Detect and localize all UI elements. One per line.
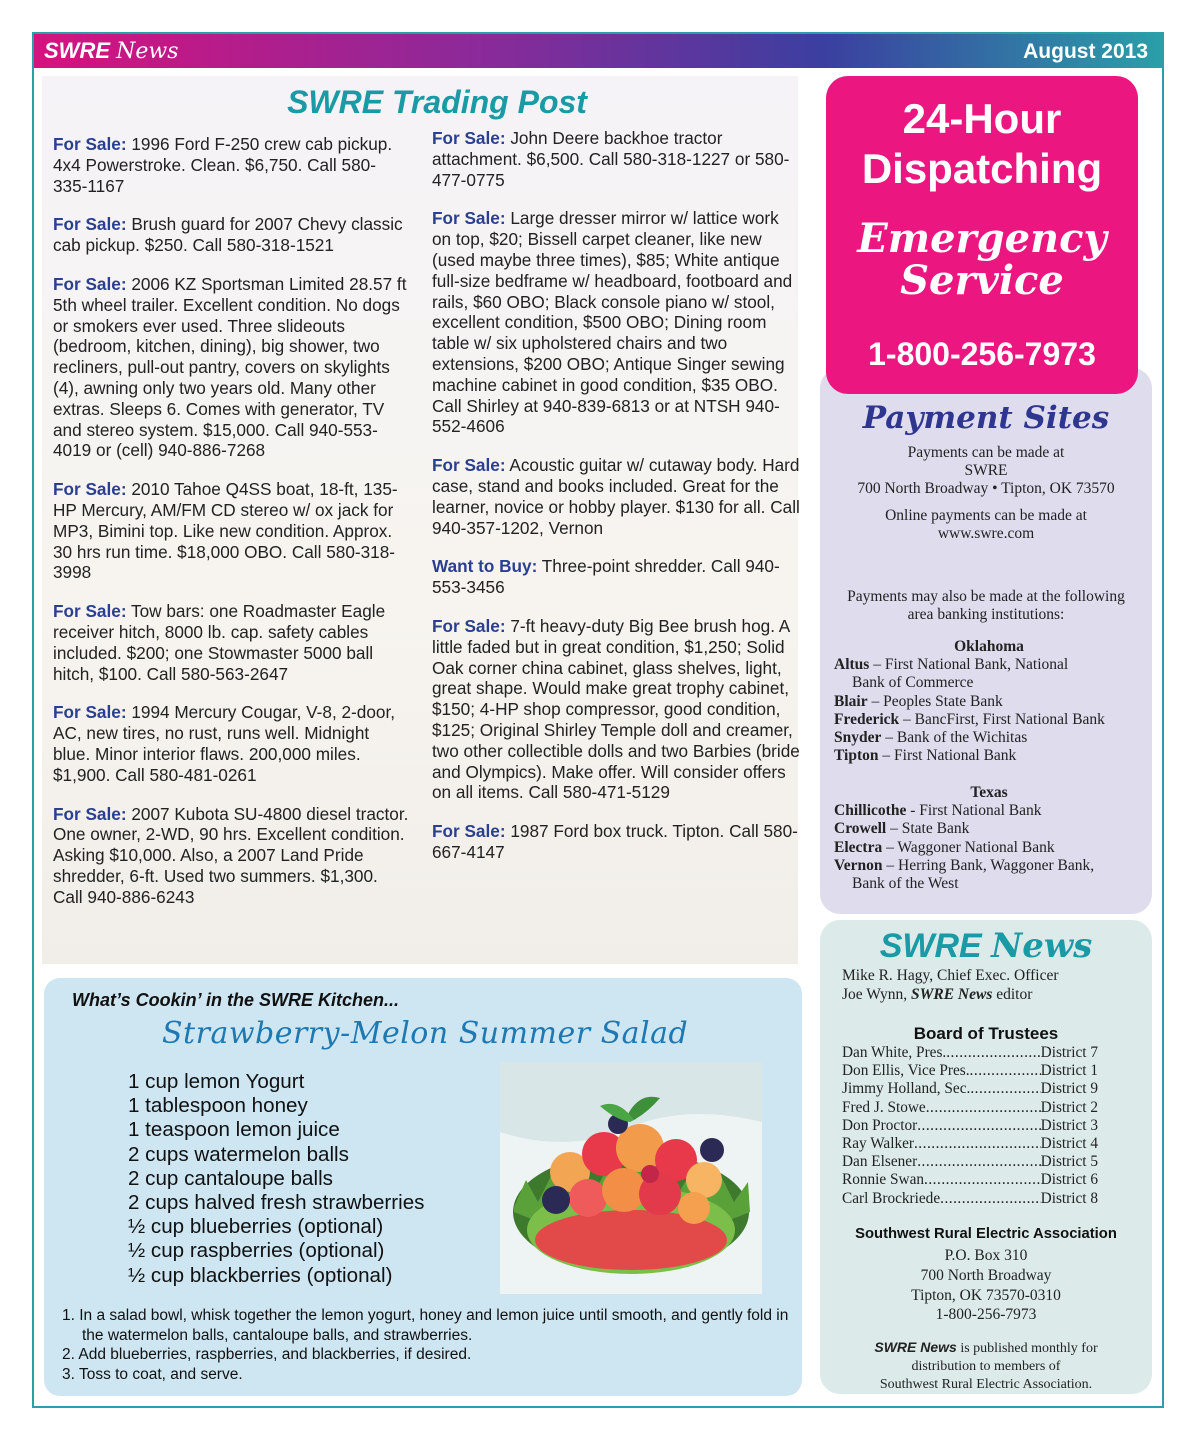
bank-town: Altus [834, 656, 870, 674]
trustee-row [842, 1080, 1098, 1098]
ad-label: For Sale: [53, 273, 127, 294]
ad-label: For Sale: [432, 455, 506, 476]
recipe-kicker: What’s Cookin’ in the SWRE Kitchen... [72, 990, 400, 1010]
leader-dots [924, 1171, 1041, 1189]
bank-intro [820, 588, 1152, 624]
classified-ad [53, 274, 409, 461]
bank-entry [834, 711, 1144, 729]
recipe-step: 1. In a salad bowl, whisk together the lemon yogurt, honey and lemon juice until smooth, and gently fold in the watermelon balls, cantaloupe balls, and strawberries. [62, 1307, 789, 1344]
recipe-step: 2. Add blueberries, raspberries, and blackberries, if desired. [62, 1346, 472, 1363]
trustee-district: District 5 [1040, 1153, 1098, 1171]
ingredient-item: 2 cups halved fresh strawberries [128, 1191, 425, 1215]
classified-ad [432, 616, 802, 803]
page-header [34, 34, 1162, 68]
bank-town: Tipton [834, 747, 879, 765]
trustee-name: Ray Walker [842, 1135, 914, 1153]
ingredient-item: 2 cup cantaloupe balls [128, 1166, 333, 1190]
online-payment-info [820, 507, 1152, 543]
ingredient-list [128, 1070, 424, 1288]
ad-label: For Sale: [432, 128, 506, 148]
header-brand-news: News [116, 39, 179, 64]
ad-text: 1987 Ford box truck. Tipton. Call 580-667-4147 [432, 821, 798, 862]
trustee-district: District 3 [1040, 1116, 1098, 1134]
payment-sites-title: Payment Sites [862, 400, 1110, 436]
trading-post-left-column [53, 134, 409, 926]
ingredient-item: ½ cup blueberries (optional) [128, 1215, 384, 1239]
ad-label: For Sale: [432, 821, 506, 842]
payment-address: 700 North Broadway • Tipton, OK 73570 [857, 480, 1115, 497]
trustee-district: District 7 [1040, 1044, 1098, 1061]
editor-name: Joe Wynn, [842, 986, 911, 1003]
ad-label: For Sale: [53, 601, 127, 622]
trading-post-section [42, 76, 798, 964]
trustee-district: District 6 [1040, 1171, 1098, 1189]
trustee-row [842, 1099, 1098, 1117]
bank-entry [834, 820, 1144, 838]
editor-publication: SWRE News [910, 986, 993, 1003]
ingredient-item: 1 teaspoon lemon juice [128, 1118, 340, 1142]
address-line: 700 North Broadway [920, 1266, 1052, 1284]
trustee-name: Don Proctor [842, 1116, 918, 1134]
ad-label: For Sale: [432, 208, 506, 229]
bank-names: – BancFirst, First National Bank [899, 710, 1105, 728]
bank-names: – Waggoner National Bank [882, 838, 1055, 856]
bank-names: – Herring Bank, Waggoner Bank, [882, 856, 1095, 874]
ad-text: Three-point shredder. Call 940-553-3456 [432, 556, 780, 598]
bank-town: Crowell [834, 820, 887, 838]
bank-town: Snyder [834, 729, 882, 747]
association-address [820, 1246, 1152, 1325]
emergency-service-label [826, 215, 1138, 304]
bank-town: Frederick [834, 710, 900, 728]
dispatch-title-line2: Dispatching [861, 145, 1103, 192]
address-line: Tipton, OK 73570-0310 [911, 1286, 1061, 1304]
bank-entry [834, 839, 1144, 857]
payment-text: Payments can be made at [907, 444, 1065, 461]
trustee-name: Fred J. Stowe [842, 1098, 926, 1116]
ingredient-item: 1 cup lemon Yogurt [128, 1070, 305, 1093]
leader-dots [946, 1044, 1040, 1062]
ad-text: 2010 Tahoe Q4SS boat, 18-ft, 135-HP Mercury, AM/FM CD stereo w/ ox jack for MP3, Bimini top. Like new condition. Approx. 30 hrs run time. $18,000 OBO. Call 580-318-3998 [53, 479, 398, 583]
issue-date: August 2013 [1023, 40, 1148, 63]
classified-ad [432, 128, 802, 190]
state-heading: Oklahoma [954, 638, 1024, 655]
bank-names: – Peoples State Bank [867, 692, 1003, 710]
payment-office-info [820, 444, 1152, 498]
trustee-row [842, 1044, 1098, 1062]
classified-ad [432, 821, 802, 863]
trustee-name: Carl Brockriede [842, 1189, 941, 1207]
trustee-name: Don Ellis, Vice Pres. [842, 1062, 970, 1080]
emergency-label: Emergency [857, 215, 1107, 262]
trustee-district: District 2 [1040, 1098, 1098, 1116]
classified-ad [53, 702, 409, 785]
service-label: Service [900, 257, 1064, 304]
leader-dots [917, 1117, 1040, 1135]
trustee-name: Ronnie Swan [842, 1171, 925, 1189]
bank-names: – Bank of the Wichitas [881, 729, 1028, 747]
classified-ad [432, 556, 802, 598]
ad-label: For Sale: [53, 214, 127, 235]
bank-entry [834, 747, 1144, 765]
ad-text: 1994 Mercury Cougar, V-8, 2-door, AC, new tires, no rust, runs well. Midnight blue. Minor interior flaws. 200,000 miles. $1,900. Call 580-481-0261 [53, 702, 396, 785]
trustee-row [842, 1153, 1098, 1171]
ceo-line: Mike R. Hagy, Chief Exec. Officer [842, 967, 1059, 984]
trustee-row [842, 1117, 1098, 1135]
leader-dots [914, 1135, 1041, 1153]
ad-text: Large dresser mirror w/ lattice work on top, $20; Bissell carpet cleaner, like new (used maybe three times), $85; White antique full-size bedframe w/ headboard, footboard and rails, $60 OBO; Black console piano w/ stool, excellent condition, $500 OBO; Dining room table w/ six upholstered chairs and two extensions, $200 OBO; Antique Singer sewing machine cabinet in good condition, $35 OBO. Call Shirley at 940-839-6813 or at NTSH 940-552-4606 [432, 208, 793, 437]
classified-ad [53, 134, 409, 196]
recipe-title: Strawberry-Melon Summer Salad [162, 1016, 689, 1051]
classified-ad [53, 804, 409, 908]
editor-line [842, 985, 1032, 1004]
classified-ad [432, 455, 802, 538]
classified-ad [432, 208, 802, 437]
trustee-district: District 4 [1040, 1135, 1098, 1153]
leader-dots [940, 1190, 1041, 1208]
ingredient-item: ½ cup raspberries (optional) [128, 1239, 385, 1263]
ad-text: 7-ft heavy-duty Big Bee brush hog. A little faded but in great condition, $1,250; Solid Oak corner china cabinet, glass shelves, light, great shape. Would make great trophy cabinet, $150; 4-HP shop compressor, good condition, $125; Original Shirley Temple doll and creamer, two other collectible dolls and two Barbies (bride and Olympics). Make offer. Will consider offers on all items. Call 580-471-5129 [432, 615, 800, 803]
bank-town: Blair [834, 692, 868, 710]
trustee-row [842, 1062, 1098, 1080]
salad-photo [500, 1062, 762, 1294]
classified-ad [53, 479, 409, 583]
texas-banks [834, 784, 1144, 893]
masthead-title [820, 926, 1152, 966]
header-brand-swre: SWRE [44, 38, 110, 63]
classified-ad [53, 214, 409, 256]
address-line: 1-800-256-7973 [935, 1306, 1037, 1324]
trustee-name: Jimmy Holland, Sec. [842, 1080, 971, 1098]
leader-dots [926, 1099, 1041, 1117]
recipe-steps [62, 1306, 792, 1384]
bank-entry [834, 802, 1144, 820]
ad-label: For Sale: [53, 702, 127, 723]
bank-names-continued: Bank of Commerce [852, 674, 974, 692]
bank-names-continued: Bank of the West [852, 875, 959, 893]
trustee-row [842, 1171, 1098, 1189]
bank-town: Electra [834, 838, 883, 856]
bank-town: Chillicothe [834, 802, 907, 820]
ad-text: John Deere backhoe tractor attachment. $6,500. Call 580-318-1227 or 580-477-0775 [432, 128, 790, 190]
bank-names: – State Bank [886, 820, 970, 838]
oklahoma-banks [834, 638, 1144, 765]
pub-text: Southwest Rural Electric Association. [879, 1377, 1093, 1392]
address-line: P.O. Box 310 [944, 1247, 1028, 1264]
recipe-step: 3. Toss to coat, and serve. [62, 1365, 243, 1383]
bank-entry [834, 656, 1144, 674]
payment-website: www.swre.com [937, 525, 1035, 542]
trustee-name: Dan White, Pres. [842, 1044, 947, 1061]
payment-text: area banking institutions: [907, 606, 1065, 623]
ingredient-item: ½ cup blackberries (optional) [128, 1263, 393, 1287]
bank-town: Vernon [834, 856, 883, 874]
board-title: Board of Trustees [913, 1024, 1059, 1043]
bank-entry [834, 729, 1144, 747]
leader-dots [970, 1080, 1040, 1098]
masthead-box [820, 920, 1152, 1394]
ad-label: For Sale: [53, 134, 127, 154]
dispatch-title [826, 94, 1138, 194]
header-brand [44, 38, 179, 64]
pub-text: distribution to members of [911, 1359, 1061, 1374]
pub-text: is published monthly for [956, 1341, 1098, 1356]
ingredient-item: 2 cups watermelon balls [128, 1142, 349, 1166]
bank-names: - First National Bank [906, 802, 1042, 820]
trustee-district: District 9 [1040, 1080, 1098, 1098]
ad-text: Brush guard for 2007 Chevy classic cab pickup. $250. Call 580-318-1521 [53, 214, 403, 256]
publication-note [820, 1338, 1152, 1394]
leader-dots [970, 1062, 1041, 1080]
bank-names: – First National Bank, National [869, 656, 1069, 674]
editor-role: editor [992, 986, 1033, 1003]
ad-label: For Sale: [432, 615, 506, 636]
payment-text: SWRE [964, 462, 1008, 479]
ad-text: 2006 KZ Sportsman Limited 28.57 ft 5th wheel trailer. Excellent condition. No dogs or smokers ever used. Three slideouts (bedroom, kitchen, dining), big shower, two recliners, pull-out pantry, covers on skylights (4), awning only two years old. Many other extras. Sleeps 6. Comes with generator, TV and stereo system. $15,000. Call 940-553-4019 or (cell) 940-886-7268 [53, 273, 407, 461]
association-name: Southwest Rural Electric Association [855, 1226, 1117, 1242]
trustee-name: Dan Elsener [842, 1153, 918, 1171]
trading-post-right-column [432, 128, 802, 881]
dispatch-title-line1: 24-Hour [902, 95, 1062, 142]
ingredient-item: 1 tablespoon honey [128, 1094, 308, 1118]
dispatch-box [826, 76, 1138, 394]
trading-post-title: SWRE Trading Post [287, 84, 587, 120]
ad-text: 2007 Kubota SU-4800 diesel tractor. One owner, 2-WD, 90 hrs. Excellent condition. Asking $10,000. Also, a 2007 Land Pride shredder, 6-ft. Used two summers. $1,300. Call 940-886-6243 [53, 803, 409, 907]
payment-sites-box [820, 368, 1152, 914]
ad-label: For Sale: [53, 479, 127, 500]
ad-label: Want to Buy: [432, 556, 538, 577]
trustee-district: District 1 [1040, 1062, 1098, 1080]
dispatch-phone: 1-800-256-7973 [868, 336, 1096, 372]
bank-names: – First National Bank [878, 747, 1017, 765]
masthead-swre: SWRE [879, 927, 982, 965]
trustee-district: District 8 [1040, 1189, 1098, 1207]
ad-label: For Sale: [53, 803, 127, 824]
board-list [842, 1044, 1098, 1208]
trustee-row [842, 1135, 1098, 1153]
ad-text: Tow bars: one Roadmaster Eagle receiver hitch, 8000 lb. cap. safety cables included. $200; one Stowmaster 5000 ball hitch, $100. Call 580-563-2647 [53, 601, 386, 684]
payment-text: Online payments can be made at [885, 507, 1087, 524]
leader-dots [917, 1153, 1040, 1171]
ad-text: 1996 Ford F-250 crew cab pickup. 4x4 Powerstroke. Clean. $6,750. Call 580-335-1167 [53, 134, 393, 196]
pub-brand: SWRE News [874, 1339, 957, 1355]
masthead-news: News [991, 926, 1093, 966]
bank-entry [834, 693, 1144, 711]
ad-text: Acoustic guitar w/ cutaway body. Hard case, stand and books included. Great for the learner, novice or hobby player. $130 for all. Call 940-357-1202, Vernon [432, 455, 800, 538]
state-heading: Texas [970, 784, 1008, 801]
recipe-section [44, 978, 802, 1396]
bank-entry [834, 857, 1144, 875]
payment-text: Payments may also be made at the following [847, 588, 1125, 605]
trustee-row [842, 1190, 1098, 1208]
classified-ad [53, 601, 409, 684]
